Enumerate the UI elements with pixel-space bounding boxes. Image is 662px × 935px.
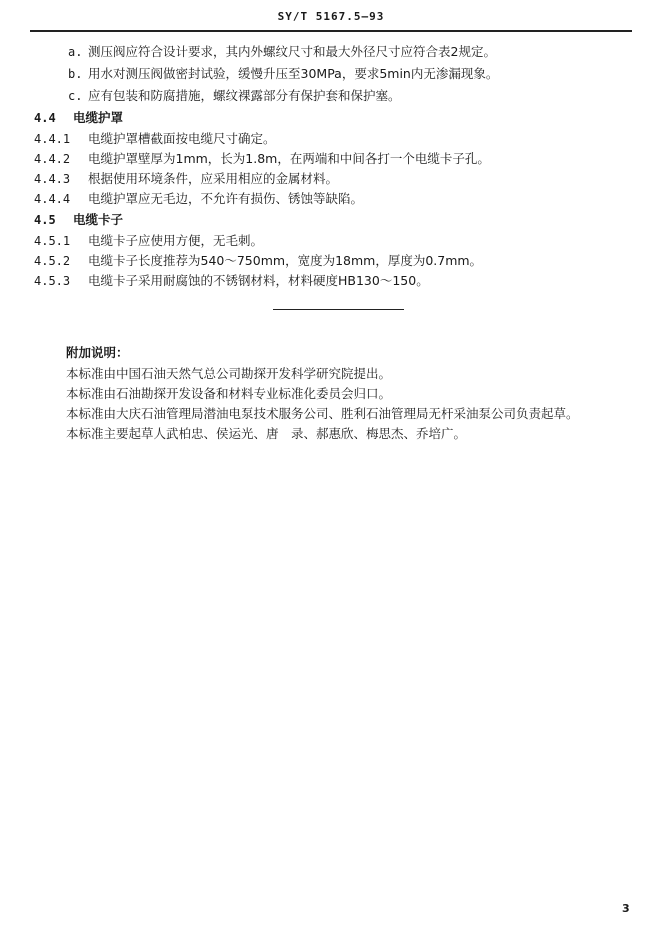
clause-number-4-4-3: 4.4.3 (34, 172, 71, 186)
clause-text-4-5-3: 电缆卡子采用耐腐蚀的不锈钢材料，材料硬度HB130～150。 (88, 273, 429, 288)
section-number-4-4: 4.4 (34, 111, 56, 125)
notes-line-2: 本标准由石油勘探开发设备和材料专业标准化委员会归口。 (66, 386, 392, 401)
list-item-c: 应有包装和防腐措施，螺纹裸露部分有保护套和保护塞。 (88, 88, 401, 103)
clause-number-4-5-2: 4.5.2 (34, 254, 71, 268)
clause-text-4-4-4: 电缆护罩应无毛边，不允许有损伤、锈蚀等缺陷。 (88, 191, 364, 206)
clause-number-4-4-4: 4.4.4 (34, 192, 71, 206)
notes-line-4: 本标准主要起草人武柏忠、侯运光、唐 录、郝惠欣、梅思杰、乔培广。 (66, 426, 467, 441)
clause-text-4-4-2: 电缆护罩壁厚为1mm，长为1.8m，在两端和中间各打一个电缆卡子孔。 (88, 151, 490, 166)
section-number-4-5: 4.5 (34, 213, 56, 227)
clause-text-4-4-3: 根据使用环境条件，应采用相应的金属材料。 (88, 171, 339, 186)
clause-number-4-4-1: 4.4.1 (34, 132, 71, 146)
section-title-4-4: 电缆护罩 (73, 110, 124, 125)
section-title-4-5: 电缆卡子 (73, 212, 124, 227)
list-label-c: c. (68, 89, 83, 103)
clause-text-4-5-2: 电缆卡子长度推荐为540～750mm，宽度为18mm，厚度为0.7mm。 (88, 253, 483, 268)
list-label-b: b. (68, 67, 83, 81)
notes-line-3: 本标准由大庆石油管理局潜油电泵技术服务公司、胜利石油管理局无杆采油泵公司负责起草。 (66, 406, 579, 421)
document-header: SY/T 5167.5—93 (277, 10, 385, 23)
clause-number-4-5-1: 4.5.1 (34, 234, 71, 248)
clause-number-4-5-3: 4.5.3 (34, 274, 71, 288)
clause-number-4-4-2: 4.4.2 (34, 152, 71, 166)
list-label-a: a. (68, 45, 83, 59)
notes-line-1: 本标准由中国石油天然气总公司勘探开发科学研究院提出。 (66, 366, 392, 381)
clause-text-4-5-1: 电缆卡子应使用方便，无毛刺。 (88, 233, 264, 248)
section-divider (273, 309, 404, 310)
clause-text-4-4-1: 电缆护罩槽截面按电缆尺寸确定。 (88, 131, 276, 146)
header-rule (30, 30, 632, 32)
list-item-a: 测压阀应符合设计要求，其内外螺纹尺寸和最大外径尺寸应符合表2规定。 (88, 44, 496, 59)
notes-title: 附加说明： (66, 345, 129, 360)
page-number: 3 (622, 902, 630, 915)
list-item-b: 用水对测压阀做密封试验，缓慢升压至30MPa，要求5min内无渗漏现象。 (88, 66, 499, 81)
